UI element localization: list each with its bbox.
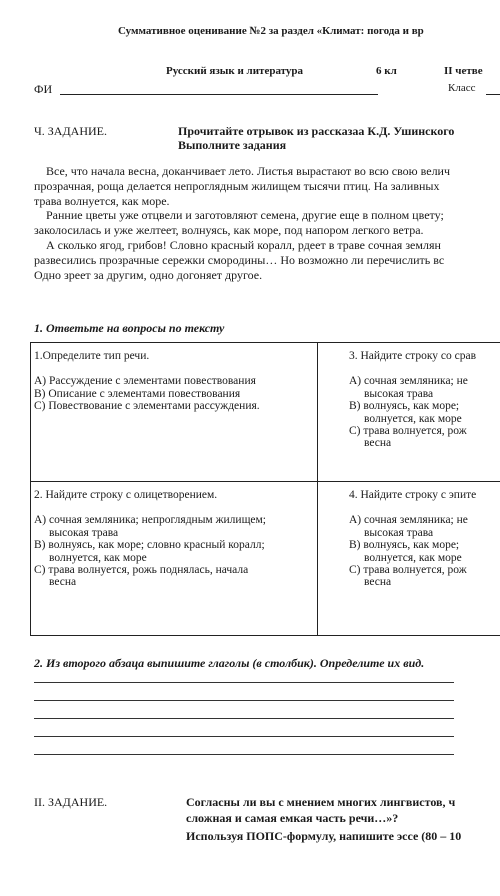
quarter-label: II четве — [444, 65, 483, 77]
question-3-option-c-cont: весна — [364, 437, 392, 450]
question-2-cell — [34, 489, 266, 589]
fio-label: ФИ — [34, 82, 53, 96]
task1-number: Ч. ЗАДАНИЕ. — [34, 124, 107, 138]
question-4-option-c-cont: весна — [364, 576, 392, 589]
question-3-option-b-cont: волнуется, как море — [364, 412, 462, 425]
question-2-option-c-cont: весна — [49, 576, 77, 589]
question-2-option-b[interactable]: В) волнуясь, как море; словно красный коралл; — [34, 539, 265, 552]
question-2-option-c[interactable]: С) трава волнуется, рожь поднялась, начала — [34, 564, 249, 577]
passage-line: Одно зреет за другим, одно догоняет другое. — [34, 267, 263, 282]
question-1-option-b[interactable]: В) Описание с элементами повествования — [34, 387, 241, 400]
passage-line: трава волнуется, как море. — [34, 193, 170, 208]
question-3-option-a-cont: высокая трава — [364, 387, 434, 400]
passage-line: Ранние цветы уже отцвели и заготовляют семена, другие еще в полном цвету; — [46, 208, 444, 223]
question-3-title: 3. Найдите строку со срав — [349, 350, 477, 362]
passage-line: А сколько ягод, грибов! Словно красный коралл, рдеет в траве сочная землян — [46, 237, 441, 252]
class-input-line[interactable] — [486, 94, 500, 95]
table-row-divider — [30, 481, 500, 482]
question-4-title: 4. Найдите строку с эпите — [349, 489, 477, 501]
question-1-title: 1.Определите тип речи. — [34, 350, 150, 362]
question-4-option-c[interactable]: С) трава волнуется, рож — [349, 564, 467, 577]
passage-line: Все, что начала весна, доканчивает лето. Листья вырастают во всю свою велич — [46, 164, 451, 178]
table-column-divider — [317, 342, 318, 636]
task2-question-line2: сложная и самая емкая часть речи…»? — [186, 811, 399, 825]
answer-line[interactable] — [34, 700, 454, 701]
question-4-option-b[interactable]: В) волнуясь, как море; — [349, 539, 460, 552]
question-2-option-b-cont: волнуется, как море — [49, 551, 147, 564]
question-4-cell — [349, 489, 476, 589]
reading-passage — [34, 164, 500, 282]
task2-number: II. ЗАДАНИЕ. — [34, 795, 108, 809]
question-4-option-b-cont: волнуется, как море — [364, 551, 462, 564]
subject-label: Русский язык и литература — [166, 65, 304, 77]
question-3-option-b[interactable]: В) волнуясь, как море; — [349, 400, 460, 413]
questions-subheading: 1. Ответьте на вопросы по тексту — [34, 321, 225, 335]
question-1-option-a[interactable]: А) Рассуждение с элементами повествования — [34, 375, 256, 388]
answer-line[interactable] — [34, 754, 454, 755]
question-4-option-a-cont: высокая трава — [364, 526, 434, 539]
answer-line[interactable] — [34, 736, 454, 737]
grade-label: 6 кл — [376, 65, 397, 77]
task2-essay-instruction: Используя ПОПС-формулу, напишите эссе (80 – 10 — [186, 829, 462, 843]
class-label: Класс — [448, 82, 476, 94]
passage-line: развесились прозрачные сережки смородины… Но возможно ли перечислить вс — [34, 252, 445, 267]
question-2-option-a-cont: высокая трава — [49, 526, 119, 539]
verbs-task-heading: 2. Из второго абзаца выпишите глаголы (в столбик). Определите их вид. — [34, 656, 425, 670]
question-3-option-c[interactable]: С) трава волнуется, рож — [349, 425, 467, 438]
fio-input-line[interactable] — [60, 94, 378, 95]
question-2-option-a[interactable]: А) сочная земляника; непроглядным жилищем; — [34, 514, 267, 527]
question-3-option-a[interactable]: А) сочная земляника; не — [349, 375, 468, 388]
question-4-option-a[interactable]: А) сочная земляника; не — [349, 514, 468, 527]
passage-line: заколосилась и уже желтеет, волнуясь, как море, под напором легкого ветра. — [34, 223, 424, 238]
answer-line[interactable] — [34, 682, 454, 683]
question-2-title: 2. Найдите строку с олицетворением. — [34, 489, 218, 501]
question-3-cell — [349, 350, 476, 450]
passage-line: прозрачная, роща делается непроглядным жилищем тысячи птиц. На заливных — [34, 178, 440, 193]
question-1-option-c[interactable]: С) Повествование с элементами рассуждения. — [34, 400, 260, 413]
answer-line[interactable] — [34, 718, 454, 719]
task1-instruction-line1: Прочитайте отрывок из рассказаа К.Д. Ушинского — [178, 124, 455, 138]
task1-instruction-line2: Выполните задания — [178, 138, 287, 152]
question-1-cell — [34, 350, 260, 413]
task2-question-line1: Согласны ли вы с мнением многих лингвистов, ч — [186, 795, 456, 809]
assessment-title: Суммативное оценивание №2 за раздел «Климат: погода и вр — [118, 25, 424, 37]
